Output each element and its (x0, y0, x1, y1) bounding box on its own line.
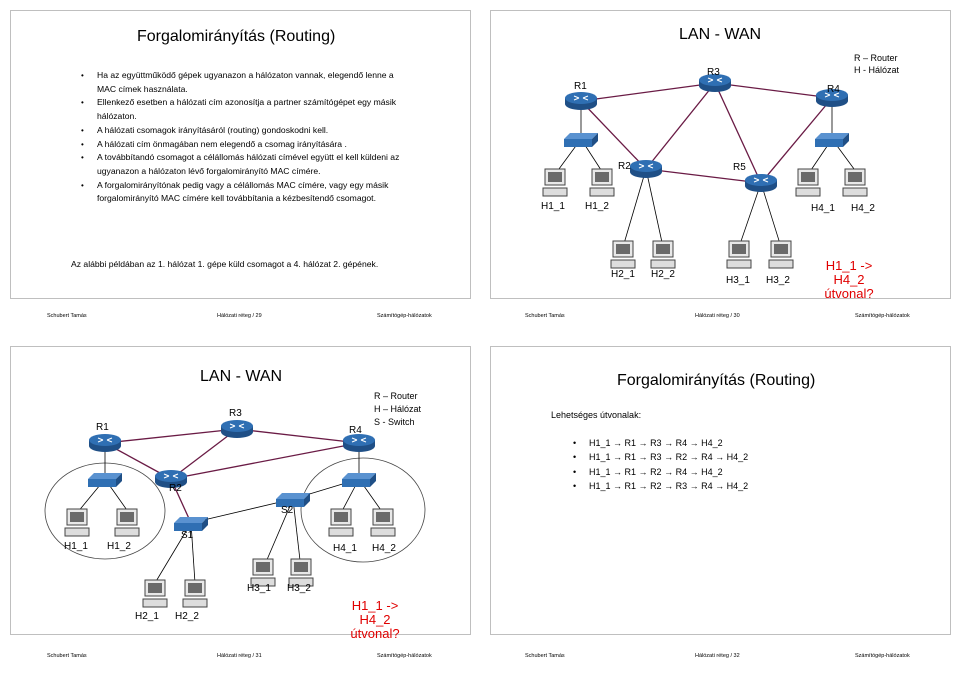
footer-author: Schubert Tamás (47, 313, 87, 319)
host-label: H2_2 (175, 611, 199, 622)
arrow-right-icon: → (636, 438, 651, 448)
computer-icon (796, 169, 820, 197)
arrow-right-icon: → (636, 466, 651, 477)
arrow-right-icon: → (712, 480, 727, 491)
route-node: H1_1 (589, 452, 611, 463)
route-node: R4 (701, 452, 713, 463)
footer-subject: Számítógép-hálózatok (855, 313, 910, 319)
host-label: H1_2 (107, 541, 131, 552)
bullet-item: • A hálózati csomagok irányításáról (routing) gondoskodni kell. (77, 124, 407, 138)
example-note: Az alábbi példában az 1. hálózat 1. gépe küld csomagot a 4. hálózat 2. gépének. (71, 259, 379, 269)
switch-icon (88, 473, 122, 487)
arrow-right-icon: → (636, 480, 651, 491)
router-icon (629, 159, 663, 179)
arrow-right-icon: → (610, 480, 625, 491)
route-node: H4_2 (726, 452, 749, 463)
switch-icon (564, 133, 598, 147)
footer-subject: Számítógép-hálózatok (377, 313, 432, 319)
arrow-right-icon: → (687, 438, 702, 448)
arrow-right-icon: → (661, 466, 676, 477)
switch-icon (342, 473, 376, 487)
bullet-item: • A forgalomirányítónak pedig vagy a célállomás MAC címére, vagy egy másik forgalomirányító MAC címére kell továbbítania a kézbesítendő csomagot. (77, 179, 407, 206)
router-icon (342, 433, 376, 453)
computer-icon (727, 241, 751, 269)
switch-icon (174, 517, 208, 531)
router-label: R1 (96, 422, 109, 433)
route-node: R4 (675, 466, 688, 477)
computer-icon (329, 509, 353, 537)
route-node: R4 (675, 438, 688, 448)
host-label: H3_2 (766, 275, 790, 286)
computer-icon (611, 241, 635, 269)
router-label: R3 (229, 408, 242, 419)
router-label: R4 (349, 425, 362, 436)
router-label: R4 (827, 84, 840, 95)
host-label: H1_1 (64, 541, 88, 552)
arrow-right-icon: → (661, 452, 676, 463)
slide-title: LAN - WAN (200, 368, 283, 385)
route-node: R2 (650, 466, 662, 477)
footer-slide-number: Hálózati réteg / 29 (217, 313, 262, 319)
router-icon (744, 173, 778, 193)
computer-icon (143, 580, 167, 608)
router-label: R2 (618, 161, 631, 172)
route-question-text: útvonal? (350, 626, 400, 641)
route-node: R3 (675, 480, 688, 491)
slide-29 (10, 10, 471, 319)
route-question-text: útvonal? (824, 286, 874, 301)
computer-icon (115, 509, 139, 537)
route-node: R1 (624, 452, 637, 463)
arrow-right-icon: → (661, 480, 676, 491)
computer-icon (543, 169, 567, 197)
slide-30 (490, 10, 951, 319)
network-diagram (11, 347, 470, 634)
route-question-text: H1_1 -> H4_2 (825, 258, 873, 287)
host-label: H3_1 (247, 583, 271, 594)
route-node: H1_1 (589, 480, 611, 491)
computer-icon (371, 509, 395, 537)
footer-subject: Számítógép-hálózatok (855, 653, 910, 659)
slide-31 (10, 346, 471, 659)
route-node: H4_2 (701, 466, 723, 477)
host-label: H1_2 (585, 201, 609, 212)
arrow-right-icon: → (636, 452, 651, 463)
arrow-right-icon: → (610, 452, 625, 463)
route-item (573, 465, 748, 479)
routes-subtitle: Lehetséges útvonalak: (551, 410, 642, 420)
host-label: H4_2 (851, 203, 875, 214)
route-node: R3 (650, 438, 662, 448)
footer-slide-number: Hálózati réteg / 30 (695, 313, 740, 319)
slide-title: Forgalomirányítás (Routing) (617, 372, 816, 389)
route-question (809, 259, 889, 301)
route-node: H4_2 (726, 480, 749, 491)
route-item (573, 450, 748, 464)
footer-author: Schubert Tamás (47, 653, 87, 659)
route-question (335, 599, 415, 641)
host-label: H4_1 (333, 543, 357, 554)
host-label: H2_1 (611, 269, 635, 280)
route-node: R1 (624, 438, 637, 448)
router-label: R2 (169, 483, 182, 494)
legend-switch: S - Switch (374, 417, 415, 427)
router-label: R5 (733, 162, 746, 173)
arrow-right-icon: → (610, 438, 625, 448)
footer-author: Schubert Tamás (525, 313, 565, 319)
arrow-right-icon: → (610, 466, 625, 477)
arrow-right-icon: → (687, 452, 702, 463)
legend-network: H – Hálózat (374, 404, 422, 414)
computer-icon (183, 580, 207, 608)
slide-32 (490, 346, 951, 659)
footer-subject: Számítógép-hálózatok (377, 653, 432, 659)
host-label: H3_2 (287, 583, 311, 594)
bullet-item: • A hálózati cím önmagában nem elegendő a csomag irányítására . (77, 138, 407, 152)
route-node: R1 (624, 466, 637, 477)
router-icon (564, 91, 598, 111)
host-label: H4_2 (372, 543, 396, 554)
route-question-text: H1_1 -> H4_2 (351, 598, 399, 627)
slide-title: LAN - WAN (679, 26, 762, 43)
footer-slide-number: Hálózati réteg / 32 (695, 653, 740, 659)
arrow-right-icon: → (687, 480, 702, 491)
router-label: R1 (574, 81, 587, 92)
router-icon (220, 419, 254, 439)
computer-icon (843, 169, 867, 197)
computer-icon (769, 241, 793, 269)
legend-router: R – Router (854, 53, 898, 63)
route-node: H4_2 (701, 438, 723, 448)
footer-author: Schubert Tamás (525, 653, 565, 659)
network-diagram (491, 11, 950, 298)
arrow-right-icon: → (712, 452, 727, 463)
route-item (573, 479, 748, 493)
computer-icon (651, 241, 675, 269)
bullet-item: • Ellenkező esetben a hálózati cím azonosítja a partner számítógépet egy másik hálózaton. (77, 96, 407, 123)
host-label: H2_2 (651, 269, 675, 280)
route-node: R3 (650, 452, 662, 463)
host-label: H2_1 (135, 611, 159, 622)
computer-icon (590, 169, 614, 197)
host-label: H3_1 (726, 275, 750, 286)
route-node: R2 (675, 452, 688, 463)
legend-router: R – Router (374, 391, 418, 401)
route-node: R4 (701, 480, 713, 491)
route-item (573, 436, 748, 450)
switch-icon (815, 133, 849, 147)
slide-title: Forgalomirányítás (Routing) (137, 28, 336, 45)
route-node: R2 (650, 480, 662, 491)
routes-list (573, 436, 748, 493)
footer-slide-number: Hálózati réteg / 31 (217, 653, 262, 659)
host-label: H4_1 (811, 203, 835, 214)
switch-label: S1 (181, 530, 194, 541)
router-icon (88, 433, 122, 453)
legend-network: H - Hálózat (854, 65, 900, 75)
route-node: H1_1 (589, 438, 611, 448)
arrow-right-icon: → (687, 466, 702, 477)
router-label: R3 (707, 67, 720, 78)
route-node: H1_1 (589, 466, 611, 477)
host-label: H1_1 (541, 201, 565, 212)
bullet-list (77, 69, 407, 206)
bullet-item: • Ha az együttműködő gépek ugyanazon a hálózaton vannak, elegendő lenne a MAC címek használata. (77, 69, 407, 96)
bullet-item: • A továbbítandó csomagot a célállomás hálózati címével együtt el kell küldeni az ugyanazon a hálózaton lévő forgalomirányító MAC címére. (77, 151, 407, 178)
switch-label: S2 (281, 505, 294, 516)
route-node: R1 (624, 480, 637, 491)
computer-icon (65, 509, 89, 537)
arrow-right-icon: → (661, 438, 676, 448)
